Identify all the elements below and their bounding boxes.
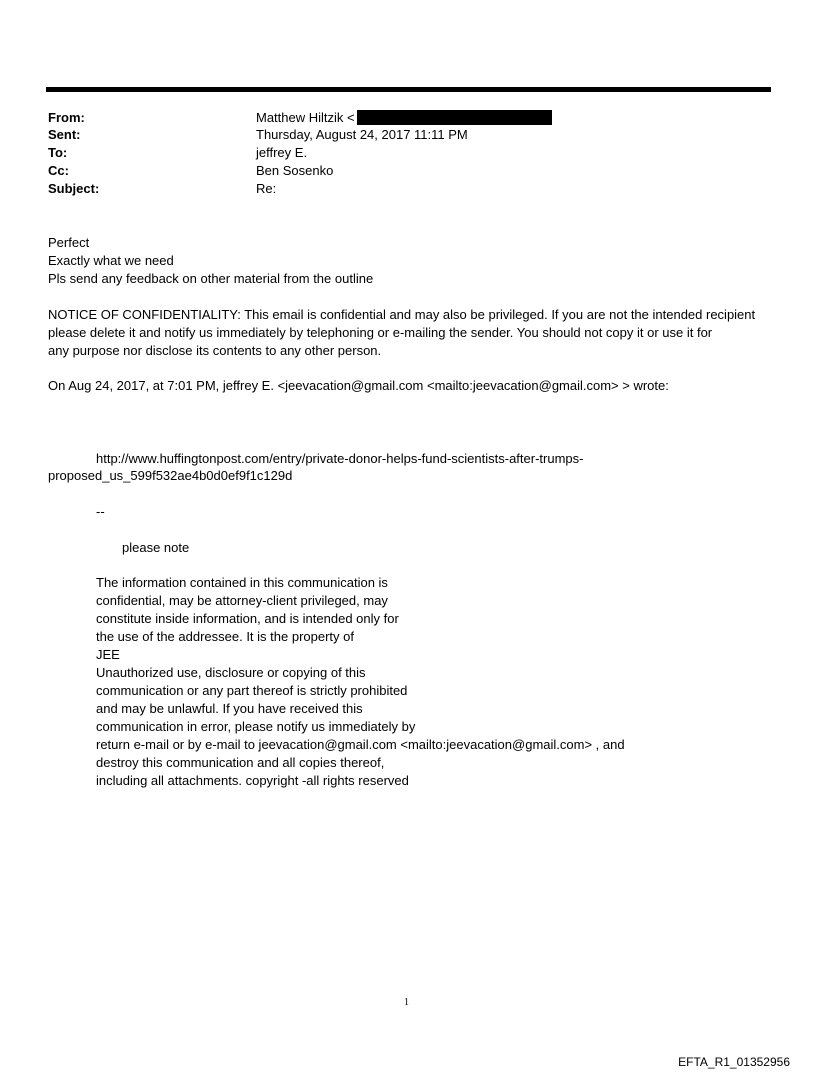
cc-value: Ben Sosenko — [256, 163, 334, 178]
disclaimer-line: destroy this communication and all copies thereof, — [96, 755, 385, 770]
disclaimer-line: constitute inside information, and is intended only for — [96, 611, 399, 626]
signature-separator: -- — [96, 504, 105, 519]
document-id: EFTA_R1_01352956 — [678, 1055, 790, 1069]
body-line: Perfect — [48, 235, 90, 250]
quote-intro: On Aug 24, 2017, at 7:01 PM, jeffrey E. <jeevacation@gmail.com <mailto:jeevacation@gmail.com> > wrote: — [48, 378, 669, 393]
subject-label: Subject: — [48, 181, 100, 196]
please-note: please note — [122, 540, 190, 555]
disclaimer-line: return e-mail or by e-mail to jeevacation@gmail.com <mailto:jeevacation@gmail.com> , and — [96, 737, 625, 752]
article-link-continued[interactable]: proposed_us_599f532ae4b0d0ef9f1c129d — [48, 468, 293, 483]
disclaimer-line: confidential, may be attorney-client privileged, may — [96, 593, 388, 608]
from-label: From: — [48, 110, 85, 125]
disclaimer-line: JEE — [96, 647, 120, 662]
sent-value: Thursday, August 24, 2017 11:11 PM — [256, 127, 468, 142]
from-name: Matthew Hiltzik < — [256, 110, 355, 125]
header-rule — [46, 87, 771, 92]
disclaimer-line: The information contained in this communication is — [96, 575, 388, 590]
disclaimer-line: the use of the addressee. It is the property of — [96, 629, 354, 644]
notice-line: NOTICE OF CONFIDENTIALITY: This email is confidential and may also be privileged. If you are not the intended recipient — [48, 307, 756, 322]
disclaimer-line: communication in error, please notify us immediately by — [96, 719, 416, 734]
cc-label: Cc: — [48, 163, 69, 178]
disclaimer-line: communication or any part thereof is strictly prohibited — [96, 683, 408, 698]
subject-value: Re: — [256, 181, 277, 196]
notice-line: any purpose nor disclose its contents to any other person. — [48, 343, 382, 358]
sent-label: Sent: — [48, 127, 81, 142]
body-line: Exactly what we need — [48, 253, 174, 268]
article-link[interactable]: http://www.huffingtonpost.com/entry/private-donor-helps-fund-scientists-after-trumps- — [96, 451, 584, 466]
disclaimer-line: including all attachments. copyright -all rights reserved — [96, 773, 409, 788]
page-number: 1 — [404, 997, 409, 1008]
disclaimer-line: Unauthorized use, disclosure or copying of this — [96, 665, 366, 680]
notice-line: please delete it and notify us immediately by telephoning or e-mailing the sender. You should not copy it or use it for — [48, 325, 713, 340]
redaction-bar — [357, 110, 552, 125]
to-value: jeffrey E. — [256, 145, 308, 160]
from-value — [256, 109, 552, 127]
disclaimer-line: and may be unlawful. If you have received this — [96, 701, 363, 716]
to-label: To: — [48, 145, 68, 160]
body-line: Pls send any feedback on other material from the outline — [48, 271, 374, 286]
